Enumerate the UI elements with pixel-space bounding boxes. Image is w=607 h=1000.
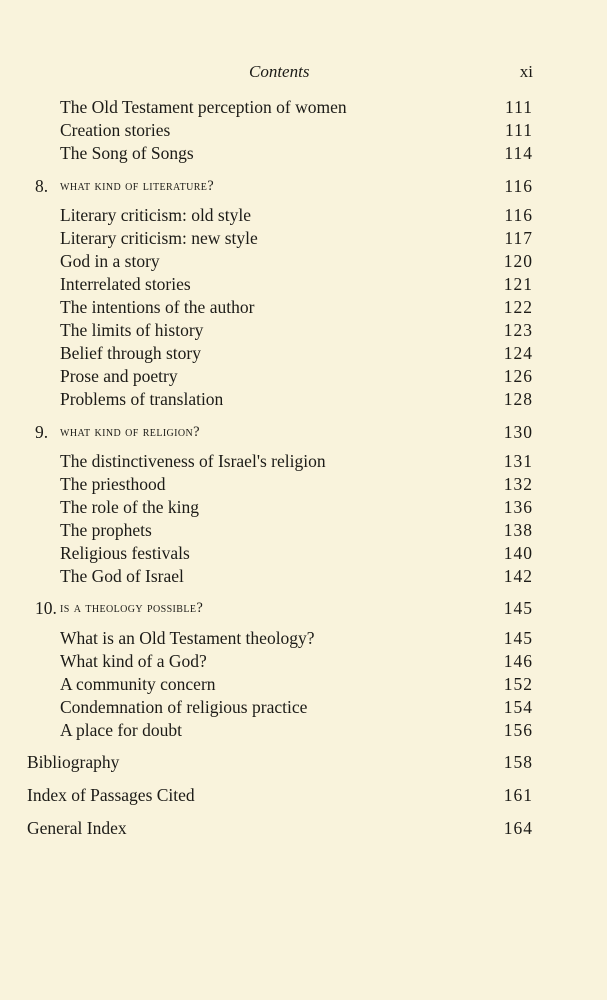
toc-entry bbox=[60, 273, 533, 295]
chapter-heading bbox=[35, 175, 533, 197]
toc-entry bbox=[60, 627, 533, 649]
toc-entry bbox=[60, 673, 533, 695]
entry-label: Index of Passages Cited bbox=[27, 785, 195, 805]
page-number: 142 bbox=[503, 566, 533, 586]
toc-entry bbox=[60, 227, 533, 249]
page-number: 124 bbox=[503, 343, 533, 363]
entry-label: The God of Israel bbox=[60, 566, 184, 586]
page-number: 111 bbox=[505, 97, 533, 117]
entry-label: Condemnation of religious practice bbox=[60, 697, 308, 717]
page-number: 120 bbox=[503, 251, 533, 271]
chapter-number: 8. bbox=[35, 176, 49, 196]
page-number: 154 bbox=[503, 697, 533, 717]
page-number: 136 bbox=[503, 497, 533, 517]
toc-entry bbox=[60, 496, 533, 518]
page-number: 156 bbox=[503, 720, 533, 740]
toc-entry bbox=[60, 565, 533, 587]
page-number: 131 bbox=[503, 451, 533, 471]
page-number: 117 bbox=[504, 228, 533, 248]
entry-label: Interrelated stories bbox=[60, 274, 191, 294]
toc-entry bbox=[60, 296, 533, 318]
entry-label: God in a story bbox=[60, 251, 160, 271]
entry-label: A community concern bbox=[60, 674, 216, 694]
page-number: 140 bbox=[503, 543, 533, 563]
entry-label: What kind of a God? bbox=[60, 651, 207, 671]
entry-label: Bibliography bbox=[27, 752, 120, 772]
entry-label: The Old Testament perception of women bbox=[60, 97, 347, 117]
entry-label: Belief through story bbox=[60, 343, 201, 363]
entry-label: The intentions of the author bbox=[60, 297, 255, 317]
running-header-page-number: xi bbox=[519, 62, 533, 81]
chapter-number: 10. bbox=[35, 598, 57, 618]
toc-entry bbox=[60, 204, 533, 226]
page-number: 164 bbox=[503, 818, 533, 838]
page-number: 146 bbox=[503, 651, 533, 671]
running-header bbox=[0, 62, 607, 86]
page-number: 123 bbox=[503, 320, 533, 340]
toc-entry bbox=[60, 96, 533, 118]
toc-entry bbox=[60, 319, 533, 341]
page-number: 130 bbox=[503, 422, 533, 442]
entry-label: The limits of history bbox=[60, 320, 204, 340]
page-number: 132 bbox=[503, 474, 533, 494]
entry-label: Prose and poetry bbox=[60, 366, 178, 386]
chapter-heading bbox=[35, 421, 533, 443]
page-number: 122 bbox=[503, 297, 533, 317]
entry-label: The Song of Songs bbox=[60, 143, 194, 163]
chapter-title: what kind of religion? bbox=[60, 424, 200, 440]
toc-entry bbox=[60, 542, 533, 564]
entry-label: The role of the king bbox=[60, 497, 199, 517]
toc-entry bbox=[60, 119, 533, 141]
page-number: 126 bbox=[503, 366, 533, 386]
toc-entry bbox=[60, 696, 533, 718]
entry-label: Literary criticism: new style bbox=[60, 228, 258, 248]
entry-label: Literary criticism: old style bbox=[60, 205, 251, 225]
entry-label: The prophets bbox=[60, 520, 152, 540]
back-matter-entry bbox=[27, 817, 533, 839]
toc-entry bbox=[60, 719, 533, 741]
page-number: 145 bbox=[503, 628, 533, 648]
entry-label: Religious festivals bbox=[60, 543, 190, 563]
page-number: 116 bbox=[504, 176, 533, 196]
back-matter-entry bbox=[27, 751, 533, 773]
chapter-heading bbox=[35, 597, 533, 619]
toc-entry bbox=[60, 650, 533, 672]
toc-entry bbox=[60, 519, 533, 541]
back-matter-entry bbox=[27, 784, 533, 806]
toc-entry bbox=[60, 450, 533, 472]
page-number: 158 bbox=[503, 752, 533, 772]
page-number: 121 bbox=[503, 274, 533, 294]
toc-entry bbox=[60, 388, 533, 410]
running-header-title: Contents bbox=[249, 62, 310, 81]
entry-label: What is an Old Testament theology? bbox=[60, 628, 315, 648]
chapter-title: what kind of literature? bbox=[60, 178, 215, 194]
page-number: 145 bbox=[503, 598, 533, 618]
page-number: 116 bbox=[504, 205, 533, 225]
toc-entry bbox=[60, 250, 533, 272]
page-number: 114 bbox=[504, 143, 533, 163]
page-number: 128 bbox=[503, 389, 533, 409]
entry-label: General Index bbox=[27, 818, 127, 838]
entry-label: Problems of translation bbox=[60, 389, 224, 409]
entry-label: The priesthood bbox=[60, 474, 166, 494]
page-number: 161 bbox=[503, 785, 533, 805]
entry-label: A place for doubt bbox=[60, 720, 182, 740]
page-number: 138 bbox=[503, 520, 533, 540]
chapter-title: is a theology possible? bbox=[60, 600, 204, 616]
page-number: 111 bbox=[505, 120, 533, 140]
toc-entry bbox=[60, 365, 533, 387]
entry-label: Creation stories bbox=[60, 120, 171, 140]
toc-entry bbox=[60, 342, 533, 364]
page-number: 152 bbox=[503, 674, 533, 694]
entry-label: The distinctiveness of Israel's religion bbox=[60, 451, 326, 471]
chapter-number: 9. bbox=[35, 422, 49, 442]
toc-entry bbox=[60, 473, 533, 495]
toc-entry bbox=[60, 142, 533, 164]
